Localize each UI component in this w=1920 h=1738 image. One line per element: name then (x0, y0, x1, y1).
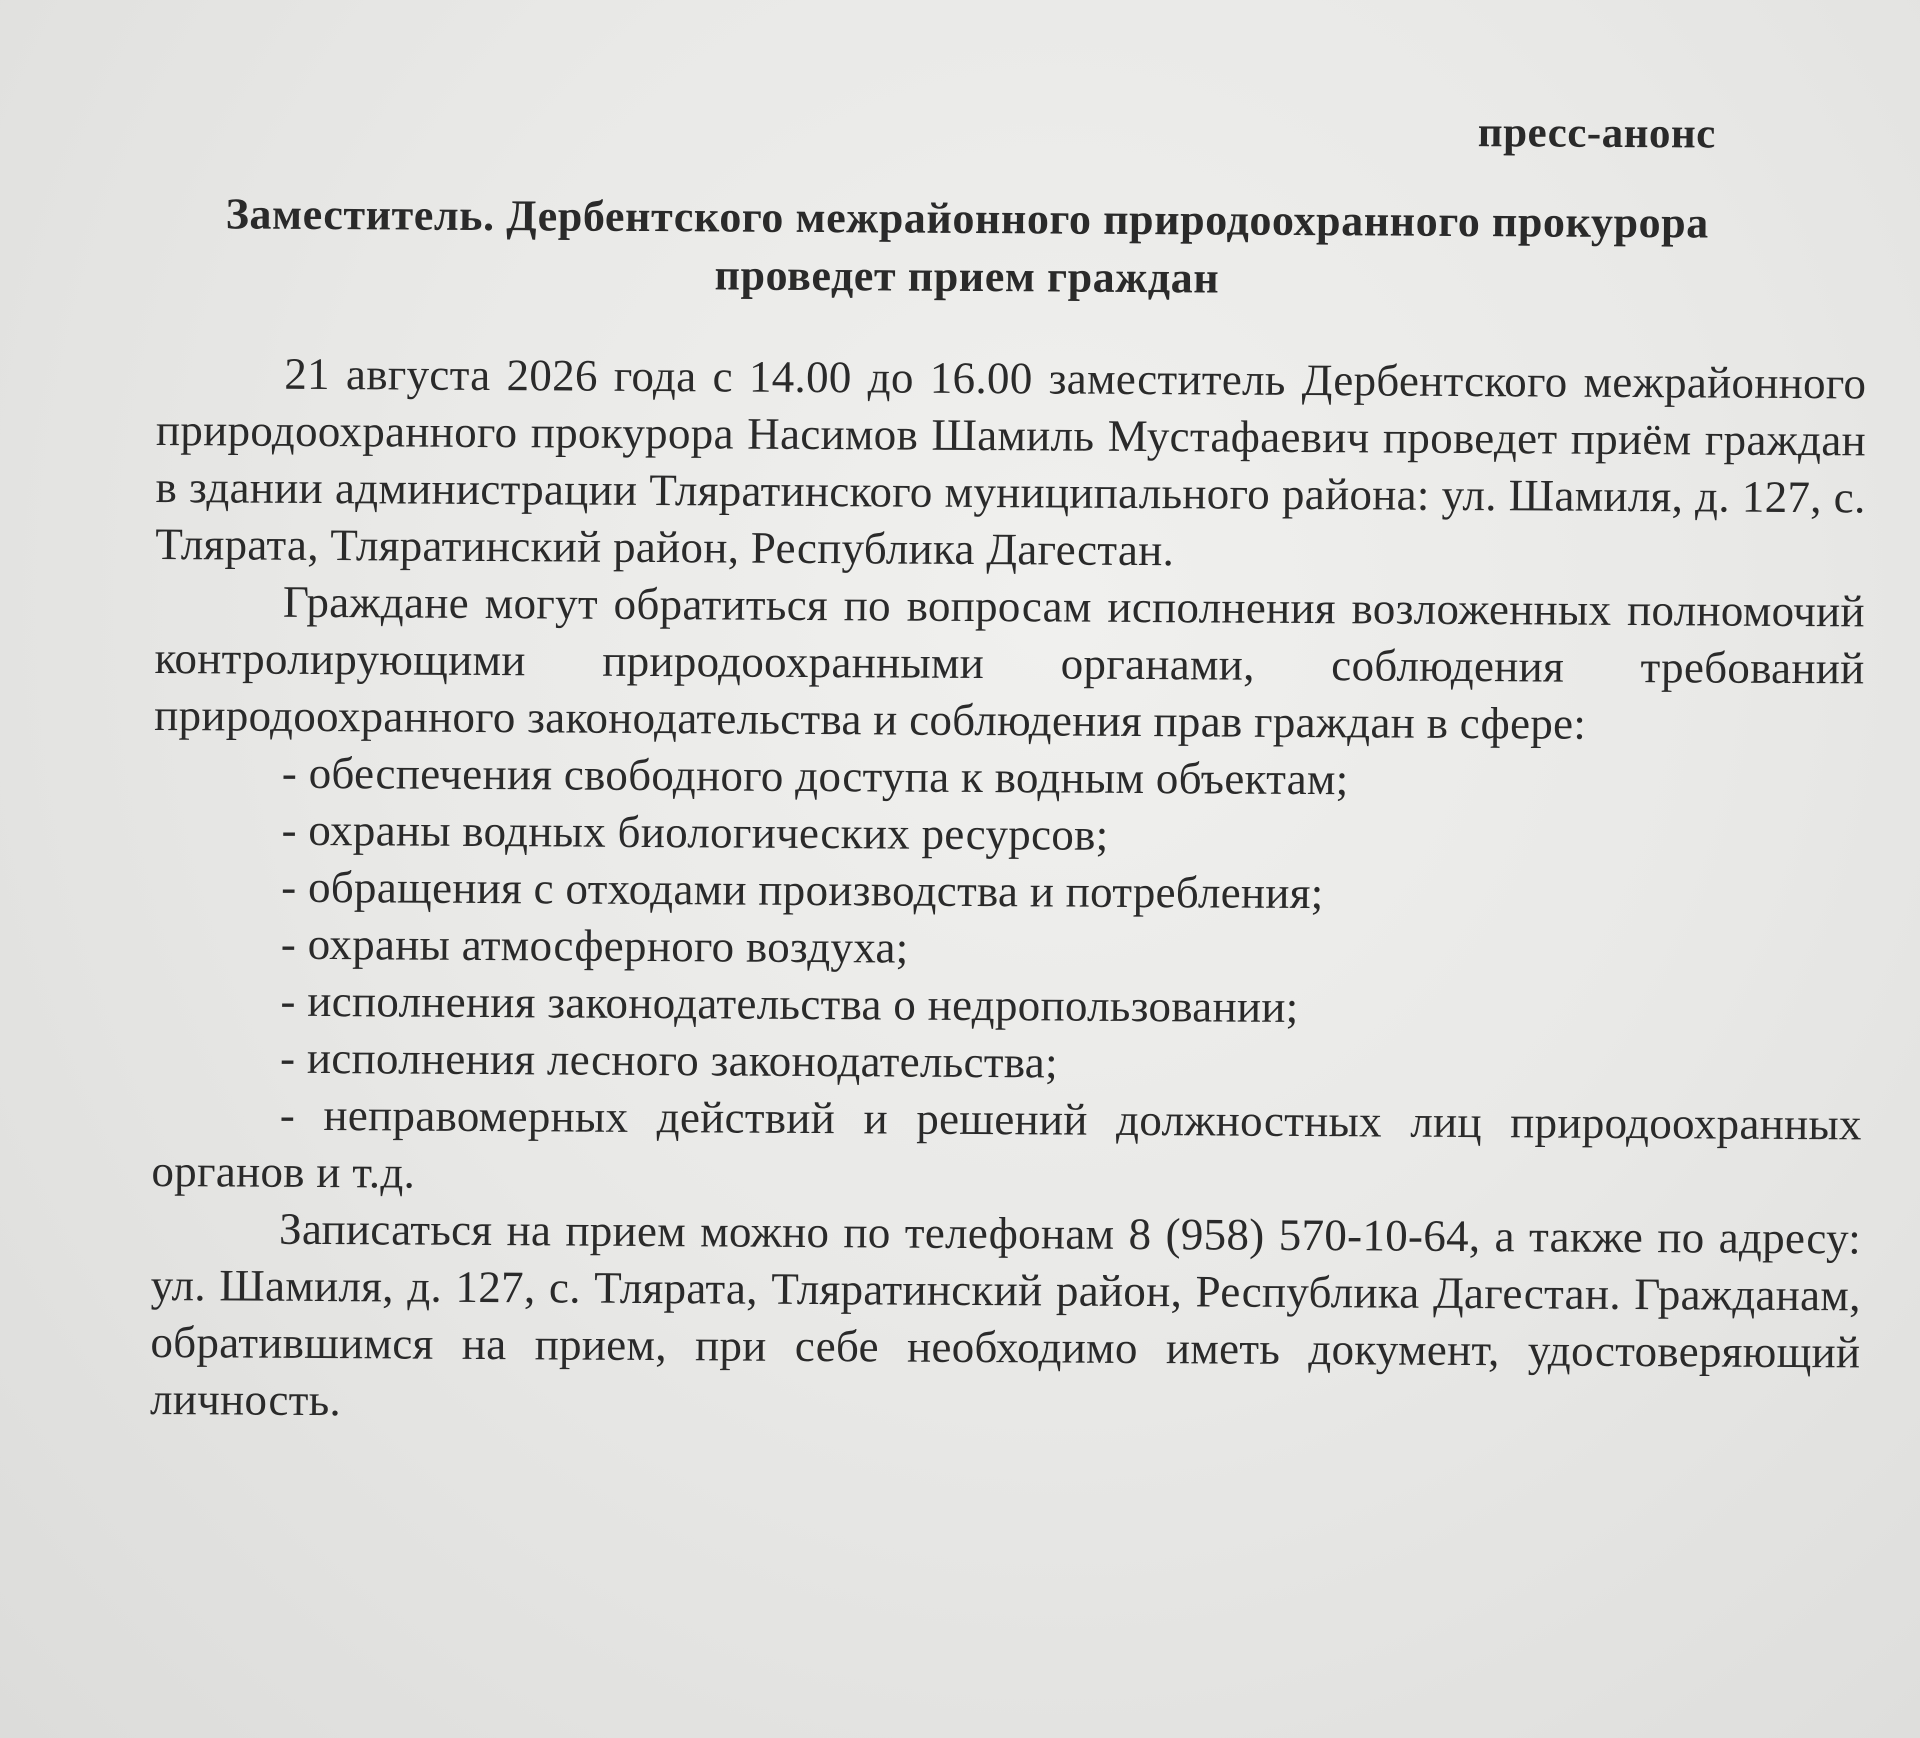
topics-intro-paragraph: Граждане могут обратиться по вопросам исполнения возложенных полномочий контролирующими природоохранными органами, соблюдения требований природоохранного законодательства и соблюдения прав граждан в сфере: (154, 576, 1866, 749)
list-item: - обеспечения свободного доступа к водным объектам; (281, 747, 1349, 805)
title-line-1: Заместитель. Дербентского межрайонного природоохранного прокурора (225, 189, 1710, 248)
registration-paragraph: Записаться на прием можно по телефонам 8 (958) 570-10-64, а также по адресу: ул. Шамиля, д. 127, с. Тлярата, Тляратинский район, Республика Дагестан. Гражданам, обратившимся на прием, при себе необходимо иметь документ, удостоверяющий личность. (149, 1203, 1862, 1426)
list-item: - неправомерных действий и решений должностных лиц природоохранных органов и т.д. (151, 1089, 1862, 1198)
list-item: - охраны водных биологических ресурсов; (281, 804, 1109, 860)
topics-list (151, 744, 1864, 1210)
list-item: - обращения с отходами производства и потребления; (281, 861, 1324, 919)
title-line-2: проведет прием граждан (714, 250, 1220, 303)
list-item: - охраны атмосферного воздуха; (280, 918, 909, 973)
list-item: - исполнения лесного законодательства; (279, 1032, 1058, 1088)
press-release (150, 100, 1868, 1438)
document-type-label: пресс-анонс (1477, 109, 1716, 158)
document-title (157, 185, 1868, 311)
announcement-paragraph: 21 августа 2026 года с 14.00 до 16.00 заместитель Дербентского межрайонного природоохранного прокурора Насимов Шамиль Мустафаевич проведет приём граждан в здании администрации Тляратинского муниципального района: ул. Шамиля, д. 127, с. Тлярата, Тляратинский район, Республика Дагестан. (155, 348, 1867, 576)
list-item: - исполнения законодательства о недропользовании; (280, 975, 1299, 1032)
